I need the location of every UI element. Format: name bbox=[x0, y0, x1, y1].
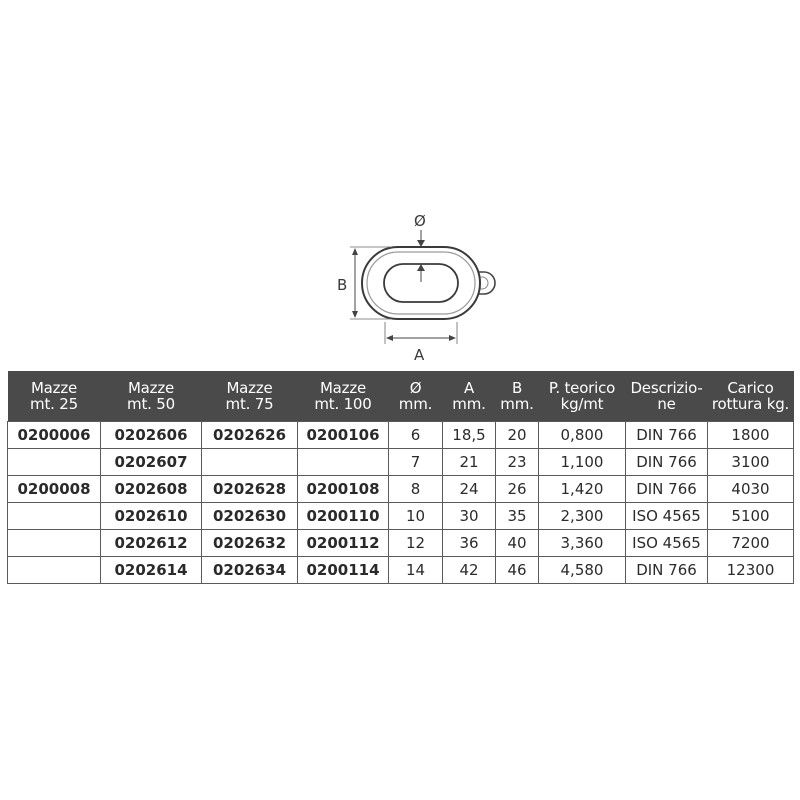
cell-breaking-load: 7200 bbox=[708, 530, 794, 557]
cell-mazze-75: 0202634 bbox=[202, 557, 298, 584]
cell-mazze-75: 0202626 bbox=[202, 422, 298, 449]
cell-mazze-25 bbox=[8, 503, 101, 530]
header-breaking-load: Carico rottura kg. bbox=[708, 371, 794, 422]
a-arrow-left bbox=[386, 335, 393, 341]
cell-description: DIN 766 bbox=[626, 557, 708, 584]
header-b: B mm. bbox=[496, 371, 539, 422]
diameter-arrow-head-top bbox=[417, 240, 425, 247]
header-mazze-75: Mazze mt. 75 bbox=[202, 371, 298, 422]
cell-mazze-100: 0200106 bbox=[298, 422, 389, 449]
cell-mazze-75 bbox=[202, 449, 298, 476]
cell-mazze-25 bbox=[8, 530, 101, 557]
cell-description: DIN 766 bbox=[626, 422, 708, 449]
cell-a: 18,5 bbox=[443, 422, 496, 449]
chain-spec-table bbox=[7, 371, 794, 584]
a-label: A bbox=[414, 346, 425, 364]
header-mazze-50: Mazze mt. 50 bbox=[101, 371, 202, 422]
cell-mazze-75: 0202632 bbox=[202, 530, 298, 557]
table-row bbox=[8, 557, 794, 584]
cell-description: ISO 4565 bbox=[626, 530, 708, 557]
table-row bbox=[8, 422, 794, 449]
cell-mazze-50: 0202606 bbox=[101, 422, 202, 449]
cell-a: 24 bbox=[443, 476, 496, 503]
a-arrow-right bbox=[449, 335, 456, 341]
cell-weight: 1,420 bbox=[539, 476, 626, 503]
cell-mazze-25 bbox=[8, 557, 101, 584]
cell-weight: 1,100 bbox=[539, 449, 626, 476]
cell-diameter: 8 bbox=[389, 476, 443, 503]
cell-mazze-100: 0200114 bbox=[298, 557, 389, 584]
cell-a: 36 bbox=[443, 530, 496, 557]
cell-mazze-75: 0202630 bbox=[202, 503, 298, 530]
cell-diameter: 12 bbox=[389, 530, 443, 557]
cell-mazze-100: 0200108 bbox=[298, 476, 389, 503]
table-row bbox=[8, 530, 794, 557]
cell-mazze-50: 0202612 bbox=[101, 530, 202, 557]
cell-mazze-25: 0200006 bbox=[8, 422, 101, 449]
table-header bbox=[8, 371, 794, 422]
cell-weight: 2,300 bbox=[539, 503, 626, 530]
cell-mazze-25 bbox=[8, 449, 101, 476]
b-label: B bbox=[337, 276, 348, 294]
cell-description: DIN 766 bbox=[626, 449, 708, 476]
cell-diameter: 14 bbox=[389, 557, 443, 584]
cell-a: 42 bbox=[443, 557, 496, 584]
table-row bbox=[8, 449, 794, 476]
cell-breaking-load: 4030 bbox=[708, 476, 794, 503]
cell-mazze-100 bbox=[298, 449, 389, 476]
cell-b: 35 bbox=[496, 503, 539, 530]
header-description: Descrizio- ne bbox=[626, 371, 708, 422]
cell-weight: 4,580 bbox=[539, 557, 626, 584]
cell-mazze-100: 0200112 bbox=[298, 530, 389, 557]
cell-b: 40 bbox=[496, 530, 539, 557]
cell-mazze-50: 0202607 bbox=[101, 449, 202, 476]
cell-breaking-load: 5100 bbox=[708, 503, 794, 530]
b-arrow-top bbox=[352, 248, 358, 255]
cell-mazze-100: 0200110 bbox=[298, 503, 389, 530]
header-mazze-100: Mazze mt. 100 bbox=[298, 371, 389, 422]
cell-mazze-25: 0200008 bbox=[8, 476, 101, 503]
cell-mazze-50: 0202610 bbox=[101, 503, 202, 530]
cell-weight: 0,800 bbox=[539, 422, 626, 449]
cell-b: 26 bbox=[496, 476, 539, 503]
cell-b: 23 bbox=[496, 449, 539, 476]
cell-b: 46 bbox=[496, 557, 539, 584]
cell-breaking-load: 12300 bbox=[708, 557, 794, 584]
cell-breaking-load: 3100 bbox=[708, 449, 794, 476]
cell-diameter: 7 bbox=[389, 449, 443, 476]
cell-breaking-load: 1800 bbox=[708, 422, 794, 449]
cell-description: ISO 4565 bbox=[626, 503, 708, 530]
b-arrow-bottom bbox=[352, 311, 358, 318]
header-a: A mm. bbox=[443, 371, 496, 422]
cell-diameter: 6 bbox=[389, 422, 443, 449]
header-row bbox=[8, 371, 794, 422]
table-row bbox=[8, 476, 794, 503]
cell-mazze-75: 0202628 bbox=[202, 476, 298, 503]
cell-weight: 3,360 bbox=[539, 530, 626, 557]
table-row bbox=[8, 503, 794, 530]
cell-mazze-50: 0202614 bbox=[101, 557, 202, 584]
table-body bbox=[8, 422, 794, 584]
chain-link-diagram bbox=[0, 0, 800, 370]
cell-mazze-50: 0202608 bbox=[101, 476, 202, 503]
header-weight: P. teorico kg/mt bbox=[539, 371, 626, 422]
header-mazze-25: Mazze mt. 25 bbox=[8, 371, 101, 422]
diameter-label: Ø bbox=[414, 212, 426, 230]
cell-b: 20 bbox=[496, 422, 539, 449]
cell-a: 30 bbox=[443, 503, 496, 530]
cell-description: DIN 766 bbox=[626, 476, 708, 503]
header-diameter: Ø mm. bbox=[389, 371, 443, 422]
cell-diameter: 10 bbox=[389, 503, 443, 530]
cell-a: 21 bbox=[443, 449, 496, 476]
